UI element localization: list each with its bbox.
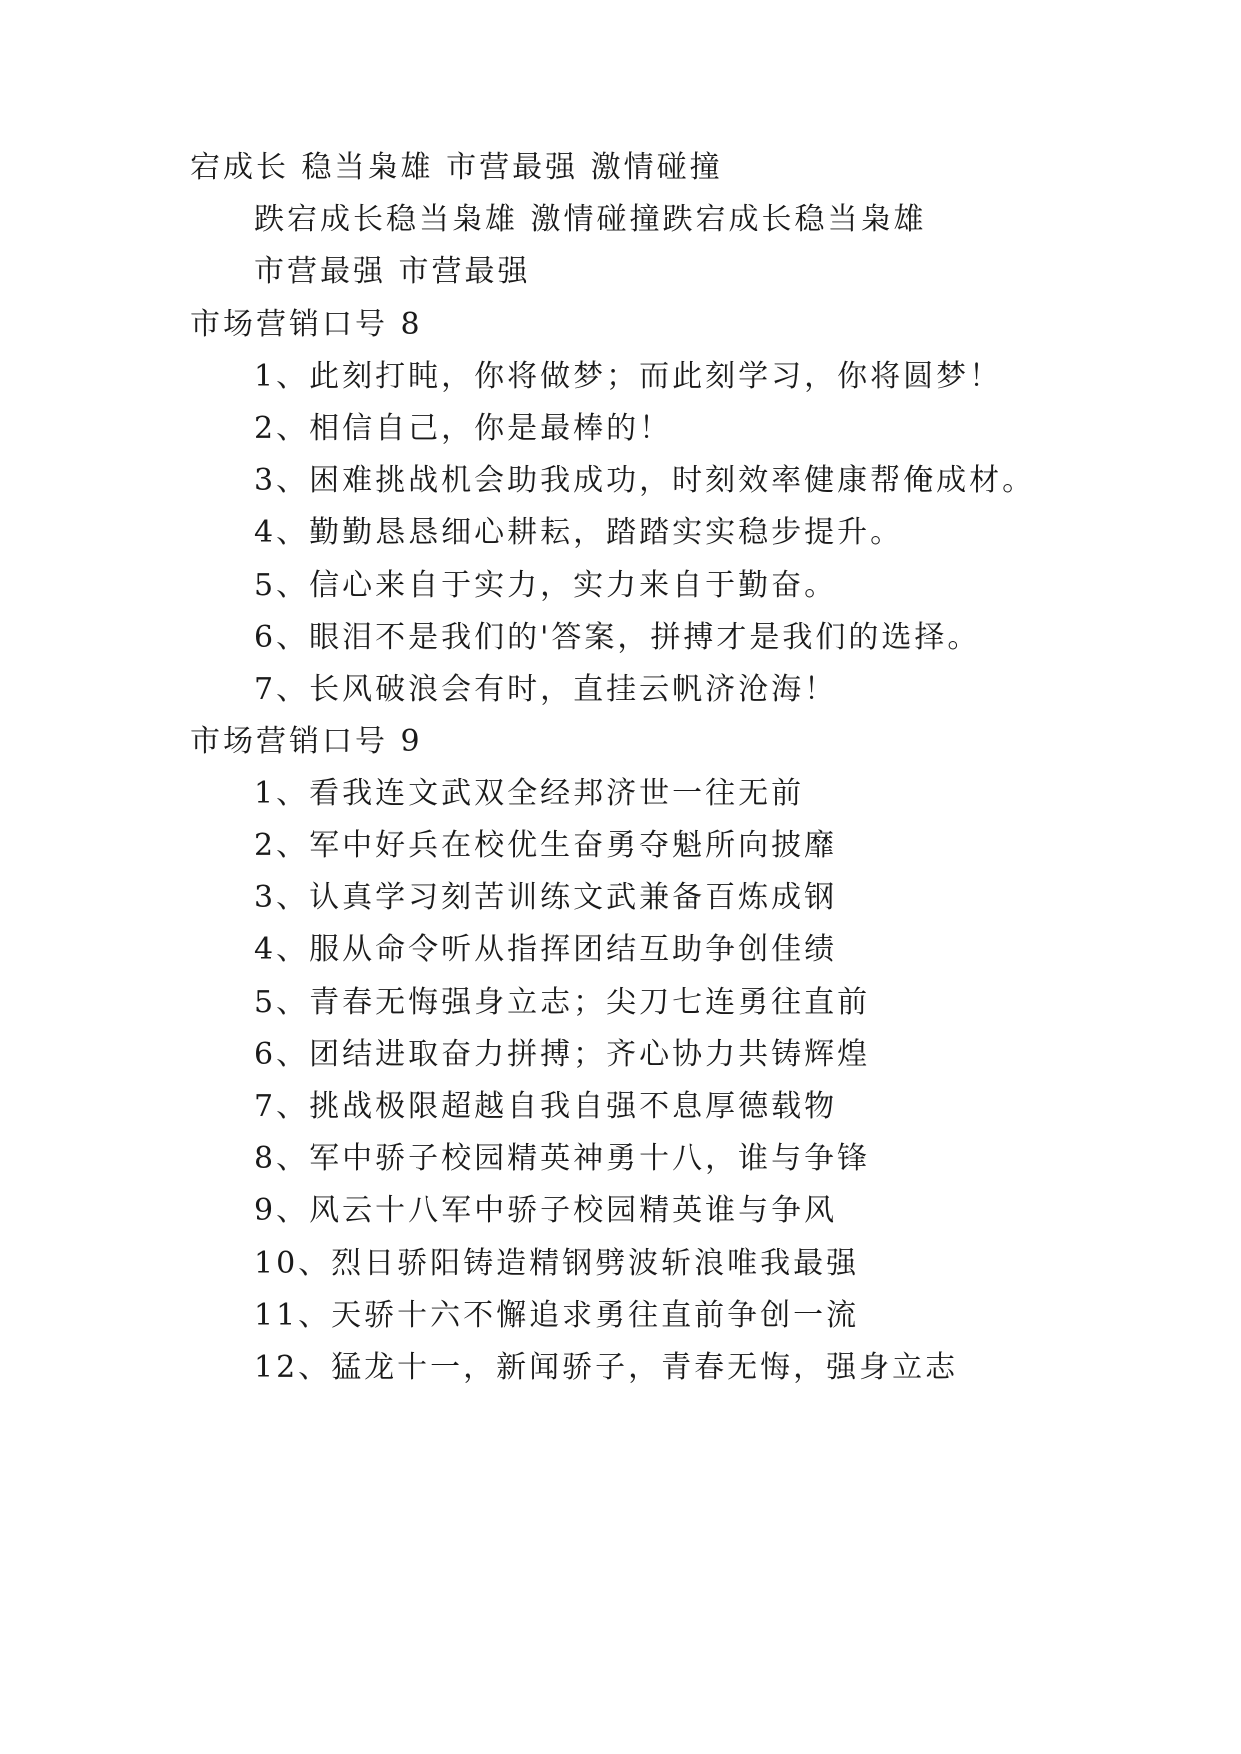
section-8-item: 5、信心来自于实力，实力来自于勤奋。 [254,568,838,603]
section-9-item: 6、团结进取奋力拼搏；齐心协力共铸辉煌 [254,1037,871,1072]
section-9-item: 5、青春无悔强身立志；尖刀七连勇往直前 [254,985,871,1020]
section-8-item: 7、长风破浪会有时，直挂云帆济沧海！ [254,672,838,707]
intro-line-1: 宕成长 稳当枭雄 市营最强 激情碰撞 [190,150,723,185]
section-9-item: 4、服从命令听从指挥团结互助争创佳绩 [254,932,838,967]
section-8-item: 2、相信自己，你是最棒的！ [254,411,673,446]
section-8-item: 6、眼泪不是我们的'答案，拼搏才是我们的选择。 [254,620,981,655]
section-8-item: 4、勤勤恳恳细心耕耘，踏踏实实稳步提升。 [254,515,904,550]
section-9-item: 9、风云十八军中骄子校园精英谁与争风 [254,1193,838,1228]
section-8-item: 1、此刻打盹，你将做梦；而此刻学习，你将圆梦！ [254,359,1003,394]
section-9-heading: 市场营销口号 9 [190,724,423,759]
intro-line-3: 市营最强 市营最强 [254,254,531,289]
section-9-item: 7、挑战极限超越自我自强不息厚德载物 [254,1089,838,1124]
section-9-item: 2、军中好兵在校优生奋勇夺魁所向披靡 [254,828,838,863]
section-9-item: 1、看我连文武双全经邦济世一往无前 [254,776,805,811]
section-8-heading: 市场营销口号 8 [190,307,423,342]
section-9-item: 3、认真学习刻苦训练文武兼备百炼成钢 [254,880,838,915]
section-8-item: 3、困难挑战机会助我成功，时刻效率健康帮俺成材。 [254,463,1036,498]
section-9-item: 12、猛龙十一，新闻骄子，青春无悔，强身立志 [254,1350,959,1385]
section-9-item: 8、军中骄子校园精英神勇十八，谁与争锋 [254,1141,871,1176]
section-9-item: 10、烈日骄阳铸造精钢劈波斩浪唯我最强 [254,1246,860,1281]
section-9-item: 11、天骄十六不懈追求勇往直前争创一流 [254,1298,860,1333]
intro-line-2: 跌宕成长稳当枭雄 激情碰撞跌宕成长稳当枭雄 [254,202,927,237]
